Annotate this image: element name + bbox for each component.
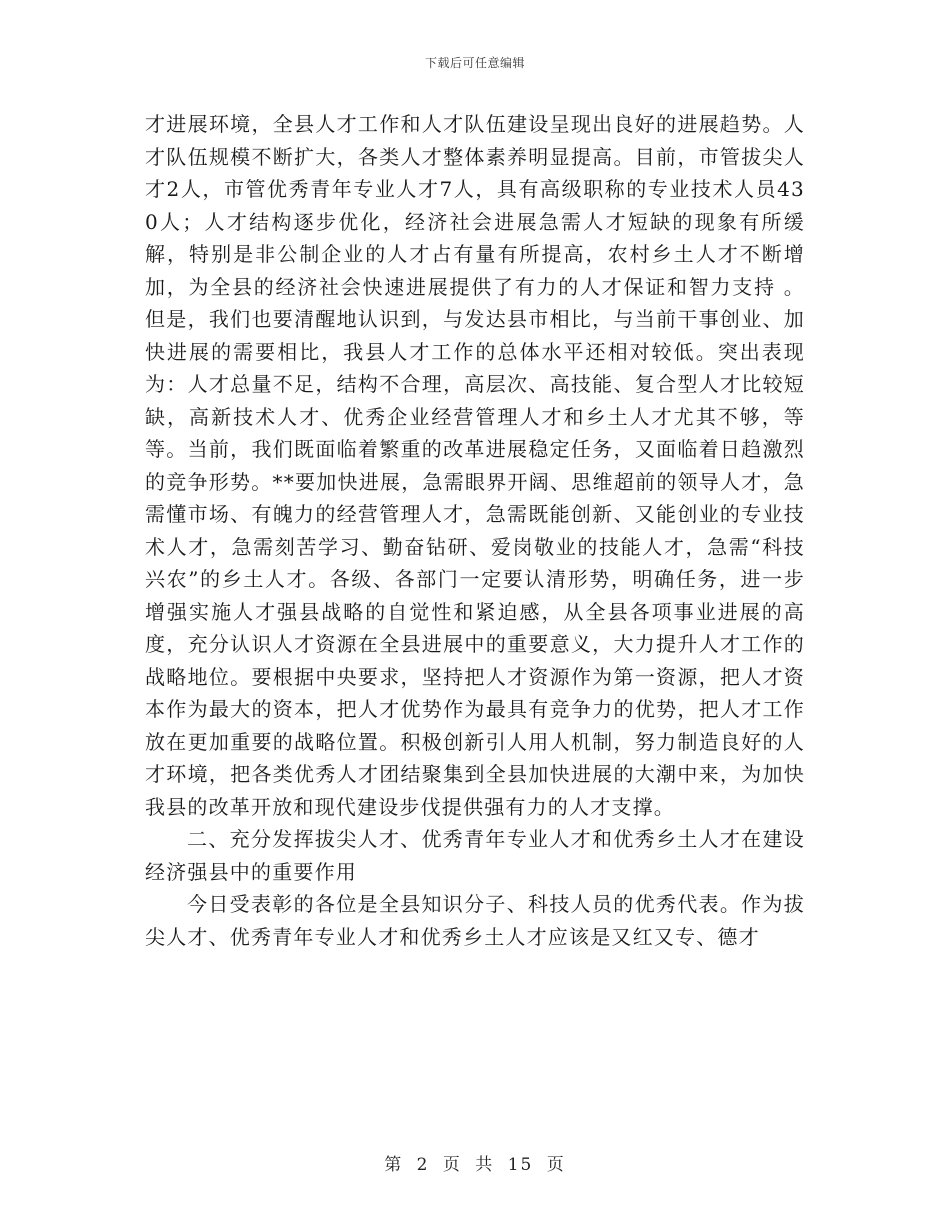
- page-header: 下载后可任意编辑: [424, 56, 525, 70]
- document-body: [145, 108, 805, 953]
- paragraph-1: 才进展环境，全县人才工作和人才队伍建设呈现出良好的进展趋势。人才队伍规模不断扩大，各类人才整体素养明显提高。目前，市管拔尖人才2人，市管优秀青年专业人才7人，具有高级职称的专业技术人员430人；人才结构逐步优化，经济社会进展急需人才短缺的现象有所缓解，特别是非公制企业的人才占有量有所提高，农村乡土人才不断增加，为全县的经济社会快速进展提供了有力的人才保证和智力支持 。但是，我们也要清醒地认识到，与发达县市相比，与当前干事创业、加快进展的需要相比，我县人才工作的总体水平还相对较低。突出表现为：人才总量不足，结构不合理，高层次、高技能、复合型人才比较短缺，高新技术人才、优秀企业经营管理人才和乡土人才尤其不够，等等。当前，我们既面临着繁重的改革进展稳定任务，又面临着日趋激烈的竞争形势。**要加快进展，急需眼界开阔、思维超前的领导人才，急需懂市场、有魄力的经营管理人才，急需既能创新、又能创业的专业技术人才，急需刻苦学习、勤奋钻研、爱岗敬业的技能人才，急需“科技兴农”的乡土人才。各级、各部门一定要认清形势，明确任务，进一步增强实施人才强县战略的自觉性和紧迫感，从全县各项事业进展的高度，充分认识人才资源在全县进展中的重要意义，大力提升人才工作的战略地位。要根据中央要求，坚持把人才资源作为第一资源，把人才资本作为最大的资本，把人才优势作为最具有竞争力的优势，把人才工作放在更加重要的战略位置。积极创新引人用人机制，努力制造良好的人才环境，把各类优秀人才团结聚集到全县加快进展的大潮中来，为加快我县的改革开放和现代建设步伐提供强有力的人才支撑。: [145, 112, 805, 819]
- paragraph-3: 今日受表彰的各位是全县知识分子、科技人员的优秀代表。作为拔尖人才、优秀青年专业人才和优秀乡土人才应该是又红又专、德才: [145, 892, 805, 949]
- section-heading-2: 二、充分发挥拔尖人才、优秀青年专业人才和优秀乡土人才在建设经济强县中的重要作用: [145, 827, 805, 884]
- page-number: 第 2 页 共 15 页: [384, 1155, 566, 1175]
